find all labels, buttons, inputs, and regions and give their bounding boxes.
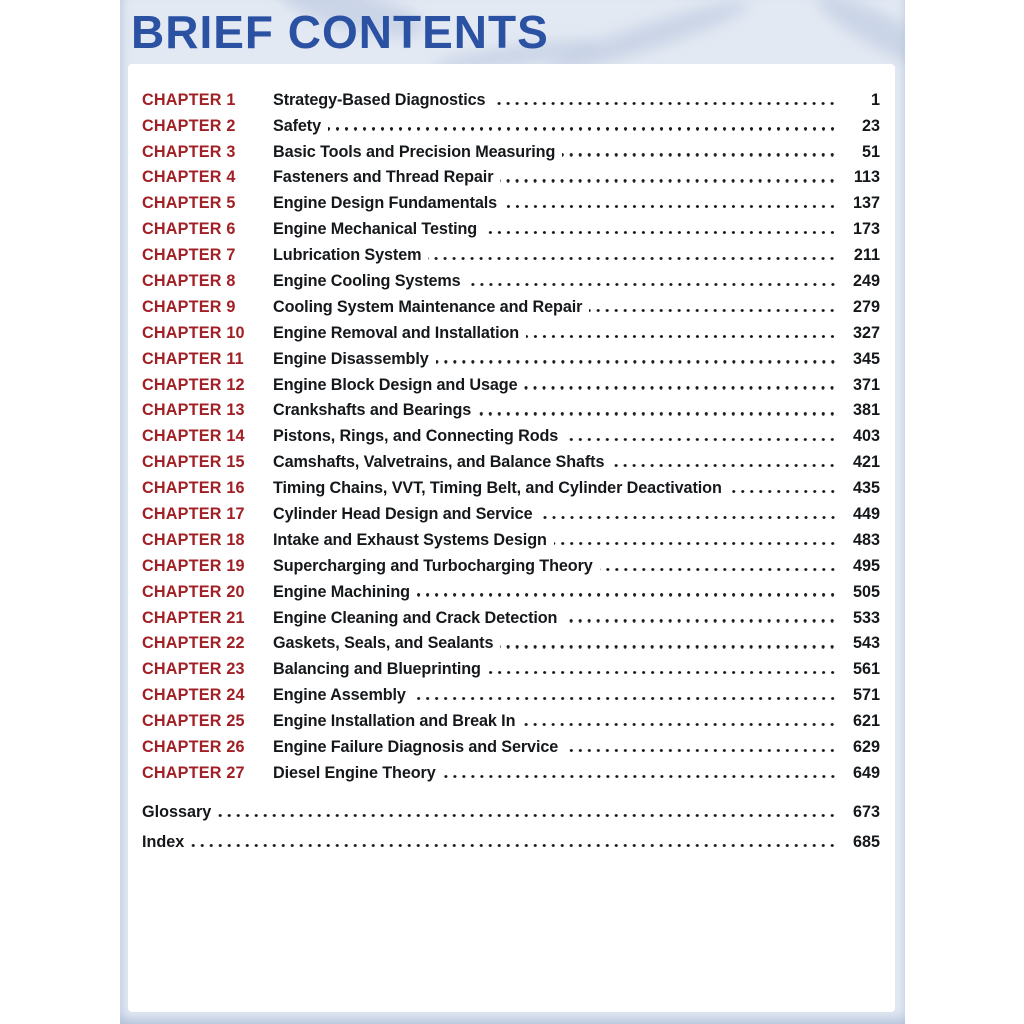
contents-card (128, 64, 895, 1012)
page-number: 649 (852, 763, 880, 782)
dot-leader (488, 671, 837, 674)
page-number: 571 (852, 686, 880, 705)
toc-chapter-row (142, 187, 880, 213)
chapter-label: CHAPTER 8 (142, 271, 236, 290)
toc-chapter-row (142, 368, 880, 394)
chapter-label: CHAPTER 1 (142, 90, 236, 109)
chapter-title: Engine Disassembly (273, 349, 429, 368)
chapter-title: Intake and Exhaust Systems Design (273, 530, 547, 549)
toc-chapter-row (142, 83, 880, 109)
toc-chapter-row (142, 549, 880, 575)
toc-backmatter-row (142, 791, 880, 821)
dot-leader (436, 360, 837, 363)
chapter-label: CHAPTER 3 (142, 142, 236, 161)
page-number: 435 (852, 479, 880, 498)
chapter-title: Timing Chains, VVT, Timing Belt, and Cylinder Deactivation (273, 479, 722, 498)
toc-chapter-row (142, 730, 880, 756)
page-number: 279 (852, 297, 880, 316)
chapter-title: Engine Removal and Installation (273, 323, 520, 342)
toc-chapter-row (142, 601, 880, 627)
dot-leader (524, 386, 837, 389)
chapter-title: Engine Design Fundamentals (273, 194, 498, 213)
chapter-title: Pistons, Rings, and Connecting Rods (273, 427, 559, 446)
chapter-label: CHAPTER 25 (142, 712, 245, 731)
book-page (120, 0, 905, 1024)
chapter-label: CHAPTER 15 (142, 453, 245, 472)
dot-leader (428, 257, 837, 260)
page-number: 345 (852, 349, 880, 368)
toc-chapter-row (142, 523, 880, 549)
chapter-title: Cylinder Head Design and Service (273, 505, 533, 523)
page-number: 685 (852, 832, 880, 851)
page-number: 505 (852, 582, 880, 601)
toc-chapter-row (142, 445, 880, 471)
page-number: 327 (852, 323, 880, 342)
chapter-label: CHAPTER 5 (142, 194, 236, 213)
page-number: 381 (852, 401, 880, 420)
page-number: 23 (861, 116, 880, 135)
toc-chapter-row (142, 290, 880, 316)
page-number: 483 (852, 530, 880, 549)
dot-leader (589, 309, 837, 312)
dot-leader (504, 205, 837, 208)
chapter-label: CHAPTER 14 (142, 427, 245, 446)
chapter-title: Engine Cleaning and Crack Detection (273, 608, 558, 627)
toc-chapter-row (142, 135, 880, 161)
chapter-title: Camshafts, Valvetrains, and Balance Shafts (273, 453, 605, 472)
dot-leader (540, 516, 838, 519)
chapter-title: Crankshafts and Bearings (273, 401, 472, 420)
chapter-label: CHAPTER 10 (142, 323, 245, 342)
toc-chapter-row (142, 704, 880, 730)
chapter-label: CHAPTER 26 (142, 738, 245, 757)
page-number: 173 (852, 220, 880, 239)
chapter-title: Fasteners and Thread Repair (273, 168, 494, 187)
chapter-label: CHAPTER 24 (142, 686, 245, 705)
dot-leader (218, 814, 837, 817)
table-of-contents (142, 83, 880, 851)
toc-chapter-row (142, 678, 880, 704)
chapter-label: CHAPTER 21 (142, 608, 245, 627)
dot-leader (562, 153, 837, 156)
page-number: 211 (853, 246, 880, 265)
page-number: 673 (852, 802, 880, 821)
dot-leader (729, 490, 837, 493)
dot-leader (526, 335, 837, 338)
chapter-label: CHAPTER 13 (142, 401, 245, 420)
dot-leader (328, 127, 837, 130)
page-number: 495 (852, 556, 880, 575)
chapter-title: Basic Tools and Precision Measuring (273, 142, 556, 161)
chapter-title: Gaskets, Seals, and Sealants (273, 634, 494, 653)
dot-leader (600, 568, 837, 571)
dot-leader (417, 593, 837, 596)
dot-leader (484, 231, 837, 234)
dot-leader (443, 775, 837, 778)
page-number: 533 (852, 608, 880, 627)
toc-chapter-row (142, 575, 880, 601)
toc-chapter-row (142, 161, 880, 187)
dot-leader (413, 697, 837, 700)
chapter-title: Engine Mechanical Testing (273, 220, 478, 239)
chapter-label: CHAPTER 16 (142, 479, 245, 498)
chapter-title: Diesel Engine Theory (273, 763, 436, 782)
chapter-title: Engine Failure Diagnosis and Service (273, 738, 559, 757)
chapter-title: Balancing and Blueprinting (273, 660, 481, 679)
toc-chapter-row (142, 627, 880, 653)
page-number: 1 (870, 90, 880, 109)
chapter-title: Cooling System Maintenance and Repair (273, 297, 583, 316)
dot-leader (564, 619, 837, 622)
chapter-label: CHAPTER 4 (142, 168, 236, 187)
chapter-label: CHAPTER 7 (142, 246, 236, 265)
chapter-label: CHAPTER 23 (142, 660, 245, 679)
page-number: 421 (852, 453, 880, 472)
backmatter-list (142, 791, 880, 851)
chapter-title: Engine Assembly (273, 686, 406, 705)
toc-chapter-row (142, 264, 880, 290)
chapter-title: Supercharging and Turbocharging Theory (273, 556, 593, 575)
chapter-label: CHAPTER 27 (142, 763, 245, 782)
chapter-label: CHAPTER 9 (142, 297, 236, 316)
page-number: 561 (852, 660, 880, 679)
toc-chapter-row (142, 394, 880, 420)
dot-leader (522, 723, 837, 726)
chapter-label: CHAPTER 2 (142, 116, 236, 135)
toc-chapter-row (142, 497, 880, 523)
toc-chapter-row (142, 238, 880, 264)
page-number: 51 (861, 142, 880, 161)
chapter-label: CHAPTER 12 (142, 375, 245, 394)
chapter-title: Safety (273, 116, 321, 135)
toc-chapter-row (142, 653, 880, 679)
page-number: 543 (852, 634, 880, 653)
page-number: 137 (852, 194, 880, 213)
page-number: 249 (852, 271, 880, 290)
chapter-label: CHAPTER 18 (142, 530, 245, 549)
page-number: 621 (852, 712, 880, 731)
chapter-label: CHAPTER 22 (142, 634, 245, 653)
dot-leader (191, 844, 837, 847)
toc-chapter-row (142, 316, 880, 342)
page-title: BRIEF CONTENTS (131, 6, 549, 58)
backmatter-label: Index (142, 832, 185, 851)
backmatter-label: Glossary (142, 802, 212, 821)
chapter-label: CHAPTER 11 (142, 349, 244, 368)
chapter-label: CHAPTER 17 (142, 505, 245, 523)
chapter-label: CHAPTER 19 (142, 556, 245, 575)
dot-leader (468, 283, 837, 286)
chapter-label: CHAPTER 6 (142, 220, 236, 239)
dot-leader (500, 645, 837, 648)
toc-backmatter-row (142, 821, 880, 851)
chapter-title: Lubrication System (273, 246, 422, 265)
chapter-label: CHAPTER 20 (142, 582, 245, 601)
dot-leader (611, 464, 837, 467)
dot-leader (478, 412, 837, 415)
toc-chapter-row (142, 471, 880, 497)
chapter-list (142, 83, 880, 782)
dot-leader (554, 542, 837, 545)
dot-leader (492, 102, 837, 105)
page-number: 371 (852, 375, 880, 394)
toc-chapter-row (142, 212, 880, 238)
dot-leader (565, 749, 837, 752)
page-number: 113 (853, 168, 880, 187)
toc-chapter-row (142, 756, 880, 782)
toc-chapter-row (142, 342, 880, 368)
dot-leader (500, 179, 837, 182)
chapter-title: Engine Machining (273, 582, 410, 601)
chapter-title: Engine Block Design and Usage (273, 375, 518, 394)
chapter-title: Strategy-Based Diagnostics (273, 90, 486, 109)
page-number: 403 (852, 427, 880, 446)
dot-leader (565, 438, 837, 441)
toc-chapter-row (142, 420, 880, 446)
page-number: 629 (852, 738, 880, 757)
toc-chapter-row (142, 109, 880, 135)
page-number: 449 (852, 505, 880, 523)
chapter-title: Engine Cooling Systems (273, 271, 461, 290)
chapter-title: Engine Installation and Break In (273, 712, 516, 731)
